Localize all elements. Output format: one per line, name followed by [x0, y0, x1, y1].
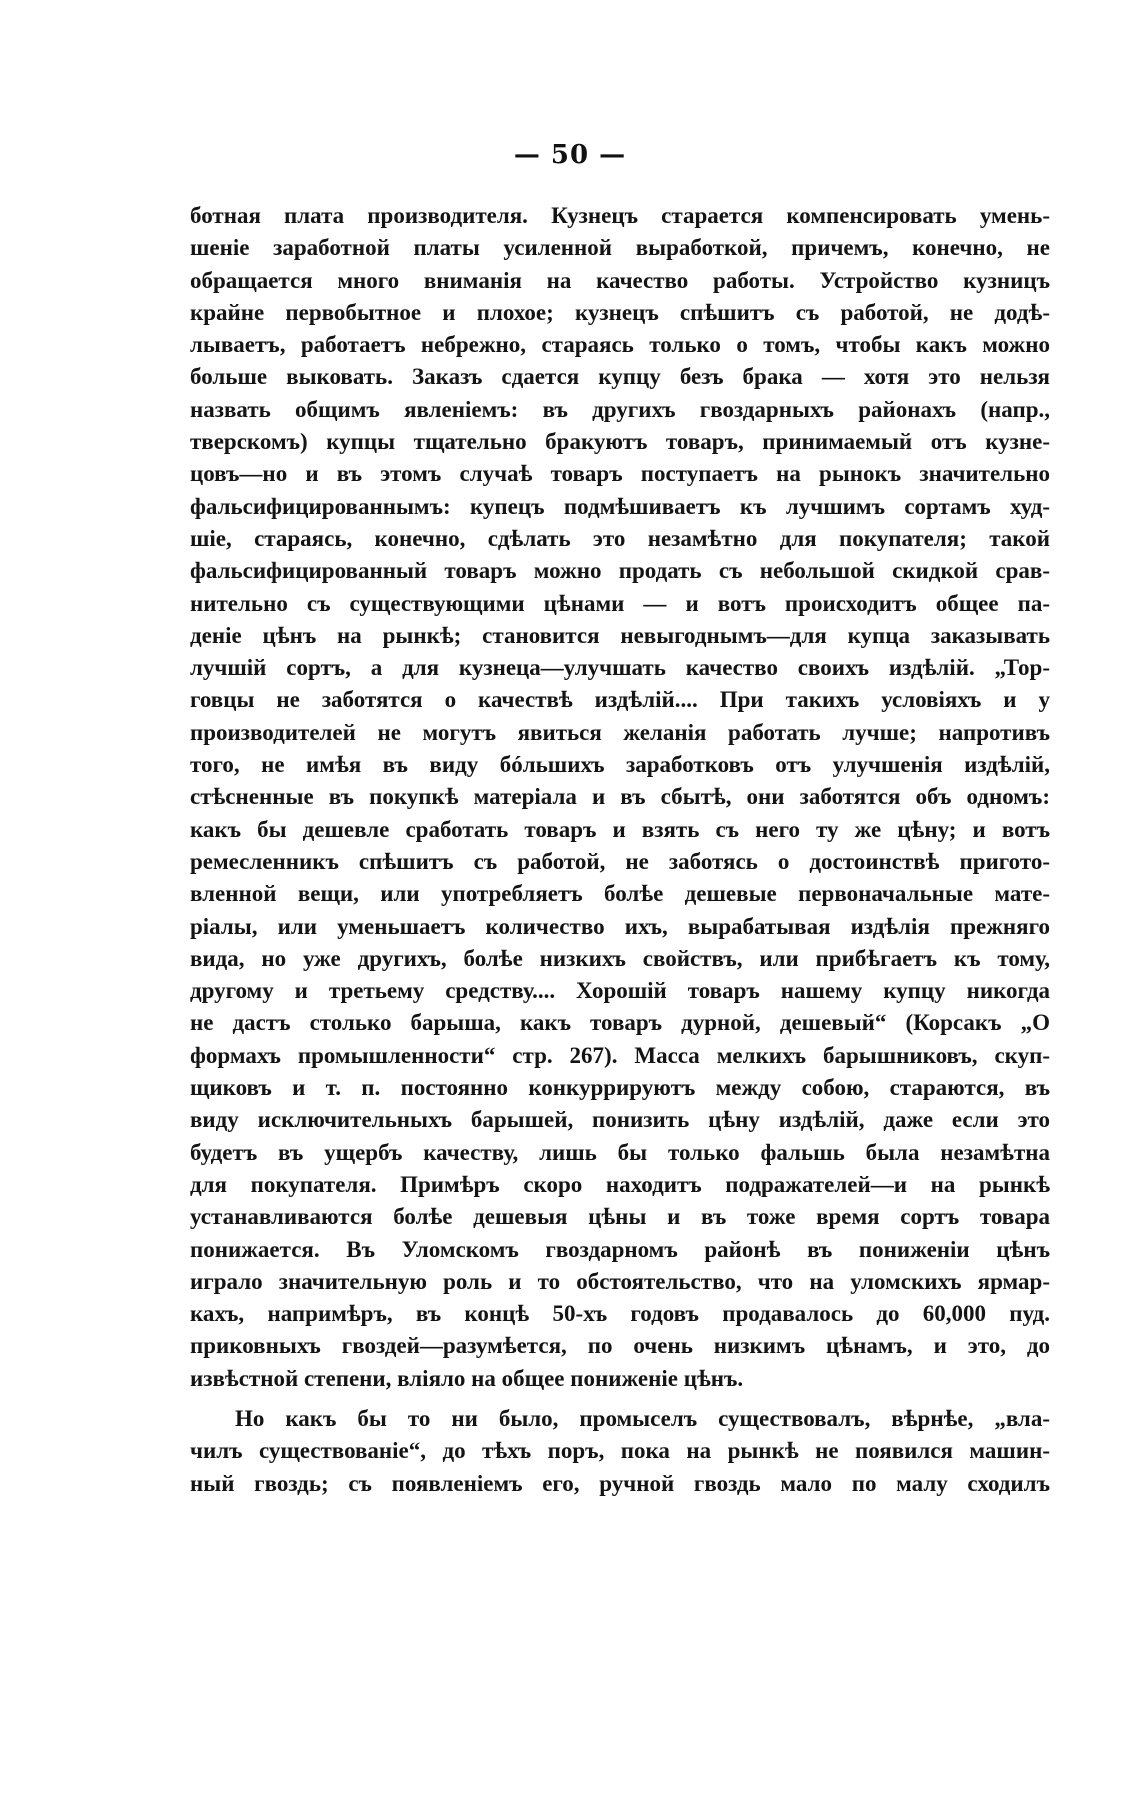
text-line: тверскомъ) купцы тщательно бракуютъ товаръ, принимаемый отъ кузне- [190, 429, 1050, 455]
text-line: Но какъ бы то ни было, промыселъ существовалъ, вѣрнѣе, „вла- [235, 1405, 1050, 1431]
paragraph [190, 200, 1050, 1395]
text-line: чилъ существованіе“, до тѣхъ поръ, пока на рынкѣ не появился машин- [190, 1438, 1050, 1464]
text-line: лываетъ, работаетъ небрежно, стараясь только о томъ, чтобы какъ можно [190, 332, 1050, 358]
text-line: виду исключительныхъ барышей, понизить цѣну издѣлій, даже если это [190, 1107, 1050, 1133]
text-line: вленной вещи, или употребляетъ болѣе дешевые первоначальные мате- [190, 881, 1050, 907]
text-line: цовъ—но и въ этомъ случаѣ товаръ поступаетъ на рынокъ значительно [190, 461, 1050, 487]
text-line: играло значительную роль и то обстоятельство, что на уломскихъ ярмар- [190, 1268, 1050, 1294]
text-line: не дастъ столько барыша, какъ товаръ дурной, дешевый“ (Корсакъ „О [190, 1010, 1050, 1036]
text-line: для покупателя. Примѣръ скоро находитъ подражателей—и на рынкѣ [190, 1171, 1050, 1197]
text-line: фальсифицированный товаръ можно продать съ небольшой скидкой срав- [190, 558, 1050, 584]
text-line: другому и третьему средству.... Хорошій товаръ нашему купцу никогда [190, 978, 1050, 1004]
text-line: приковныхъ гвоздей—разумѣется, по очень низкимъ цѣнамъ, и это, до [190, 1333, 1050, 1359]
text-line: производителей не могутъ явиться желанія работать лучше; напротивъ [190, 719, 1050, 745]
text-line: ботная плата производителя. Кузнецъ старается компенсировать умень- [190, 203, 1050, 228]
text-line: ный гвоздь; съ появленіемъ его, ручной гвоздь мало по малу сходилъ [190, 1470, 1050, 1496]
paragraph-gap [190, 1395, 1050, 1403]
text-line: деніе цѣнъ на рынкѣ; становится невыгоднымъ—для купца заказывать [190, 622, 1050, 648]
text-line: говцы не заботятся о качествѣ издѣлій.... При такихъ условіяхъ и у [190, 687, 1050, 713]
text-line: фальсифицированнымъ: купецъ подмѣшиваетъ къ лучшимъ сортамъ худ- [190, 493, 1050, 519]
text-line: ріалы, или уменьшаетъ количество ихъ, вырабатывая издѣлія прежняго [190, 913, 1050, 939]
text-line: нительно съ существующими цѣнами — и вотъ происходитъ общее па- [190, 590, 1050, 616]
body-text [190, 200, 1050, 1500]
text-line: назвать общимъ явленіемъ: въ другихъ гвоздарныхъ районахъ (напр., [190, 396, 1050, 422]
text-line: стѣсненные въ покупкѣ матеріала и въ сбытѣ, они заботятся объ одномъ: [190, 784, 1050, 810]
text-line: какъ бы дешевле сработать товаръ и взять съ него ту же цѣну; и вотъ [190, 816, 1050, 842]
text-line: кахъ, напримѣръ, въ концѣ 50-хъ годовъ продавалось до 60,000 пуд. [190, 1301, 1050, 1327]
page-number: — 50 — [513, 140, 627, 170]
text-line: вида, но уже другихъ, болѣе низкихъ свойствъ, или прибѣгаетъ къ тому, [190, 945, 1050, 971]
text-line: крайне первобытное и плохое; кузнецъ спѣшитъ съ работой, не додѣ- [190, 299, 1050, 325]
text-line: больше выковать. Заказъ сдается купцу безъ брака — хотя это нельзя [190, 364, 1050, 390]
text-line: обращается много вниманія на качество работы. Устройство кузницъ [190, 267, 1050, 293]
text-line: формахъ промышленности“ стр. 267). Масса мелкихъ барышниковъ, скуп- [190, 1042, 1050, 1068]
text-line: шеніе заработной платы усиленной выработкой, причемъ, конечно, не [190, 235, 1050, 261]
text-line: устанавливаются болѣе дешевыя цѣны и въ тоже время сортъ товара [190, 1204, 1050, 1230]
text-line: того, не имѣя въ виду бóльшихъ заработковъ отъ улучшенія издѣлій, [190, 752, 1050, 778]
text-line: понижается. Въ Уломскомъ гвоздарномъ районѣ въ пониженіи цѣнъ [190, 1236, 1050, 1262]
text-line: извѣстной степени, вліяло на общее пониженіе цѣнъ. [190, 1365, 744, 1391]
paragraph [190, 1403, 1050, 1500]
text-line: ремесленникъ спѣшитъ съ работой, не заботясь о достоинствѣ пригото- [190, 848, 1050, 874]
text-line: будетъ въ ущербъ качеству, лишь бы только фальшь была незамѣтна [190, 1139, 1050, 1165]
text-line: лучшій сортъ, а для кузнеца—улучшать качество своихъ издѣлій. „Тор- [190, 655, 1050, 681]
text-line: щиковъ и т. п. постоянно конкуррируютъ между собою, стараются, въ [190, 1075, 1050, 1101]
text-line: шіе, стараясь, конечно, сдѣлать это незамѣтно для покупателя; такой [190, 525, 1050, 551]
